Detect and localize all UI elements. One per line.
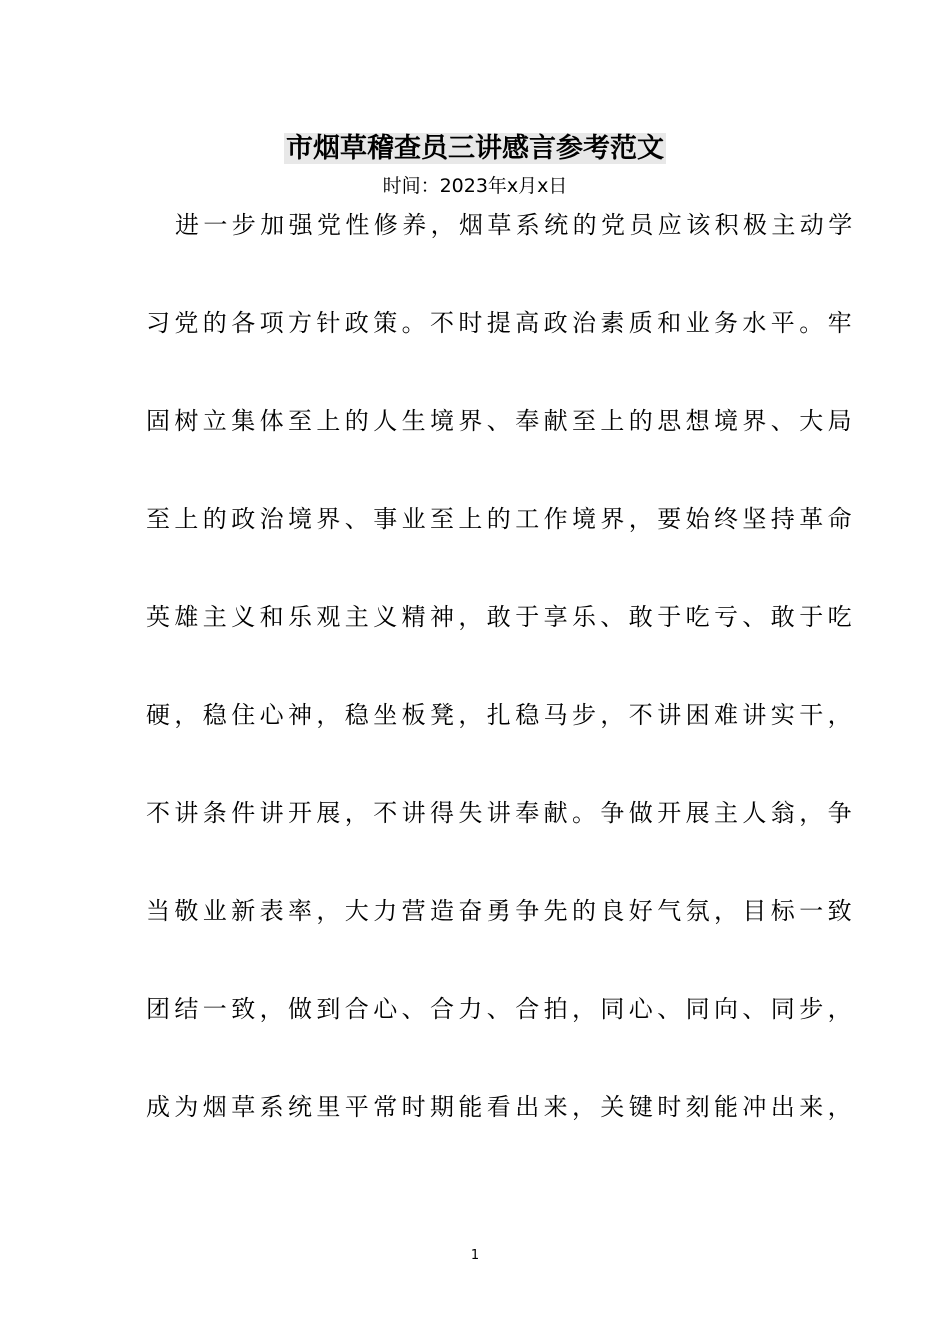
document-title-text: 市烟草稽查员三讲感言参考范文 (286, 133, 664, 164)
page-number: 1 (470, 1248, 480, 1263)
body-line: 团结一致，做到合心、合力、合拍，同心、同向、同步， (146, 995, 856, 1023)
body-line: 不讲条件讲开展，不讲得失讲奉献。争做开展主人翁，争 (146, 799, 856, 827)
body-line: 习党的各项方针政策。不时提高政治素质和业务水平。牢 (146, 309, 856, 337)
body-line: 进一步加强党性修养，烟草系统的党员应该积极主动学 (175, 211, 857, 239)
body-line: 成为烟草系统里平常时期能看出来，关键时刻能冲出来， (146, 1093, 856, 1121)
document-body (146, 200, 857, 1180)
document-date: 时间：2023年x月x日 (382, 175, 568, 197)
body-line: 固树立集体至上的人生境界、奉献至上的思想境界、大局 (146, 407, 856, 435)
body-line: 至上的政治境界、事业至上的工作境界，要始终坚持革命 (146, 505, 856, 533)
body-line: 当敬业新表率，大力营造奋勇争先的良好气氛，目标一致 (146, 897, 856, 925)
body-line: 硬，稳住心神，稳坐板凳，扎稳马步，不讲困难讲实干， (146, 701, 856, 729)
document-title (0, 131, 950, 167)
body-line: 英雄主义和乐观主义精神，敢于享乐、敢于吃亏、敢于吃 (146, 603, 856, 631)
